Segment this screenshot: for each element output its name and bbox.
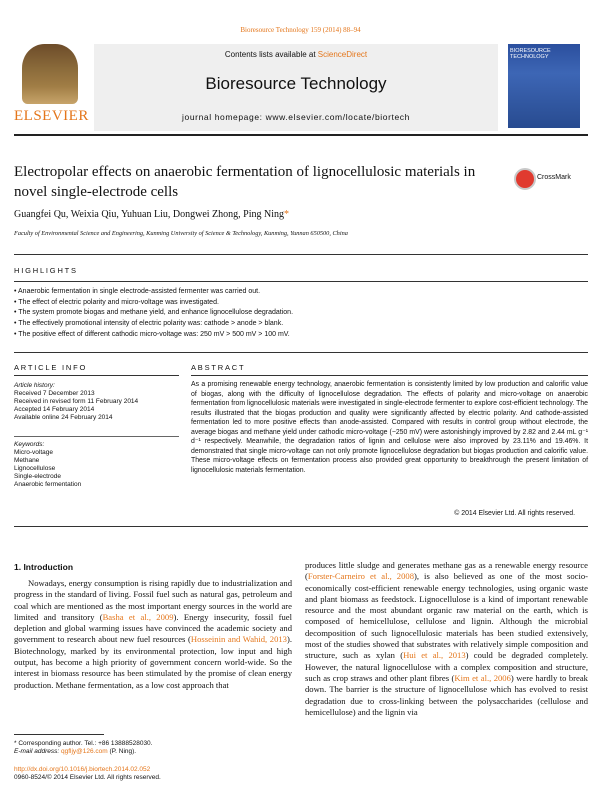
citation-link[interactable]: Basha et al., 2009 (102, 611, 174, 622)
abstract-text: As a promising renewable energy technology, anaerobic fermentation is consistently limited by low production and calorific value of biogas, along with the difficulty of lignocellulose degradation. The effects of polarity and micro-voltage on anaerobic fermentation from lignocellulosic materials were investigated in single-electrode fermenter to explore cost-efficient technology. The results illustrated that the biogas production and quality were significantly affected by electric polarity. And cathode-assisted fermentation led to more positive effects than anode-assisted. Compared with results in control group without electrode, the average biogas and methane yield under cathodic micro-voltage (−250 mV) were astonishingly improved by 2.82 and 2.44 mL g⁻¹ d⁻¹ respectively. Meanwhile, the degradation ratios of lignin and cellulose were also improved by 23.11% and 19.46%. It demonstrated that single micro-voltage can not only promote lignocellulose degradation but biogas production and calorific value. These micro-voltage effects on fermentation process also provided great opportunity to breakthrough the present limitation of lignocellulosic materials fermentation. (191, 381, 588, 474)
citation-link[interactable]: Hosseinin and Wahid, 2013 (190, 634, 287, 645)
divider (14, 281, 588, 282)
divider (14, 375, 179, 376)
paragraph-text: ). Energy insecurity, fossil fuel depletion and global warming issues have convinced the academic society and government to research about new fuel resources ( (14, 611, 292, 645)
keywords (14, 441, 179, 489)
keywords-label: Keywords: (14, 441, 45, 448)
paragraph-text: Nowadays, energy consumption is rising rapidly due to industrialization and progress in the standard of living. Fossil fuel such as natural gas, petroleum and coal which are mentioned as the most important energy sources in the world are limited and transitory ( (14, 578, 292, 622)
keyword: Methane (14, 457, 40, 464)
article-info-heading: ARTICLE INFO (14, 363, 88, 372)
keyword: Single-electrode (14, 473, 61, 480)
history-entry: Received 7 December 2013 (14, 390, 95, 397)
paragraph-text: ) could be degraded completely. However, the natural lignocellulose with a complex composition and structure, such as crop straws and other plant fibres ( (305, 650, 588, 683)
footnote-rule (14, 734, 104, 735)
keyword: Lignocellulose (14, 465, 56, 472)
article-history (14, 382, 179, 422)
citation-link[interactable]: Hui et al., 2013 (403, 650, 466, 661)
history-entry: Received in revised form 11 February 2014 (14, 398, 139, 405)
highlights-list (14, 287, 588, 341)
corresponding-author-mark[interactable]: * (284, 209, 289, 220)
crossmark-icon[interactable] (514, 168, 536, 190)
contents-line: Contents lists available at ScienceDirect (224, 50, 368, 59)
citation-link[interactable]: Kim et al., 2006 (454, 672, 511, 683)
header-rule (14, 134, 588, 136)
section-heading: 1. Introduction (14, 562, 74, 572)
history-entry: Available online 24 February 2014 (14, 414, 113, 421)
cover-title: BIORESOURCE TECHNOLOGY (510, 48, 551, 60)
journal-title: Bioresource Technology (205, 74, 387, 93)
footnote-author: * Corresponding author. Tel.: +86 13888528030. (14, 740, 153, 747)
divider (191, 375, 588, 376)
publisher-logo-text: ELSEVIER (14, 108, 89, 124)
paragraph-text: ) were hardly to break down. The barrier is the structure of lignocellulose which has evolved to resist degradation due to cross-linking between the polysaccharides (cellulose and hemicellulose) and the lignin via (305, 672, 588, 717)
journal-homepage[interactable]: journal homepage: www.elsevier.com/locate/biortech (182, 112, 410, 122)
history-entry: Accepted 14 February 2014 (14, 406, 95, 413)
divider (14, 436, 179, 437)
highlight-item: • The system promote biogas and methane yield, and enhance lignocellulose degradation. (14, 309, 294, 317)
highlights-heading: HIGHLIGHTS (14, 266, 78, 275)
divider (14, 526, 588, 527)
highlight-item: • The effect of electric polarity and micro-voltage was investigated. (14, 298, 219, 306)
article-title: Electropolar effects on anaerobic fermentation of lignocellulosic materials in novel single-electrode cells (14, 164, 476, 200)
highlight-item: • The effectively promotional intensity of electric polarity was: cathode > anode > blank. (14, 320, 284, 328)
paragraph-text: produces little sludge and generates methane gas as a renewable energy resource ( (305, 560, 588, 582)
history-label: Article history: (14, 382, 55, 389)
keyword: Anaerobic fermentation (14, 481, 82, 488)
paragraph-text: ). Biotechnology, marked by its environmental protection, low input and high output, has become a high priority of government concern world-wide. So the interest in biomass resource has been stimulated by the promise of clean energy production. Methane fermentation, as a low cost approach that (14, 634, 292, 690)
journal-reference[interactable]: Bioresource Technology 159 (2014) 88–94 (240, 26, 361, 34)
doi-link[interactable]: http://dx.doi.org/10.1016/j.biortech.2014.02.052 (14, 766, 151, 773)
sciencedirect-link[interactable]: ScienceDirect (317, 50, 368, 59)
footnote-email-line: E-mail address: qgfljy@126.com (P. Ning). (14, 748, 137, 755)
issn-line: 0960-8524/© 2014 Elsevier Ltd. All rights reserved. (14, 774, 161, 781)
author-email-link[interactable]: qgfljy@126.com (60, 748, 108, 755)
crossmark-label[interactable]: CrossMark (537, 174, 571, 181)
abstract-heading: ABSTRACT (191, 363, 246, 372)
doi-block (14, 766, 161, 782)
intro-column-right (305, 560, 588, 718)
citation-link[interactable]: Forster-Carneiro et al., 2008 (307, 571, 414, 582)
copyright-line: © 2014 Elsevier Ltd. All rights reserved. (454, 510, 575, 517)
author-list: Guangfei Qu, Weixia Qiu, Yuhuan Liu, Dongwei Zhong, Ping Ning* (14, 209, 289, 220)
intro-column-left (14, 578, 292, 691)
paragraph-text: ), is also believed as one of the most socio-economically cost-efficient renewable energy technologies, using organic waste and plant biomass as feedstock. Lignocellulose is a kind of important renewable resource and the most abundant organic raw material on the earth, which is composed of hemicellulose, cellulose and lignin. Although the microbial decomposition of such lignocellulosic materials has been studied extensively, most of the studies showed that substrates with relatively simple composition and structure, such as xylan ( (305, 571, 588, 661)
keyword: Micro-voltage (14, 449, 54, 456)
highlight-item: • The positive effect of different cathodic micro-voltage was: 250 mV > 500 mV > 100 mV. (14, 330, 290, 338)
divider (14, 352, 588, 353)
affiliation: Faculty of Environmental Science and Engineering, Kunming University of Science & Technology, Kunming, Yunnan 650500, China (14, 230, 348, 237)
divider (14, 254, 588, 255)
highlight-item: • Anaerobic fermentation in single electrode-assisted fermenter was carried out. (14, 288, 261, 295)
footnote (14, 740, 292, 756)
elsevier-tree-logo (22, 44, 78, 104)
